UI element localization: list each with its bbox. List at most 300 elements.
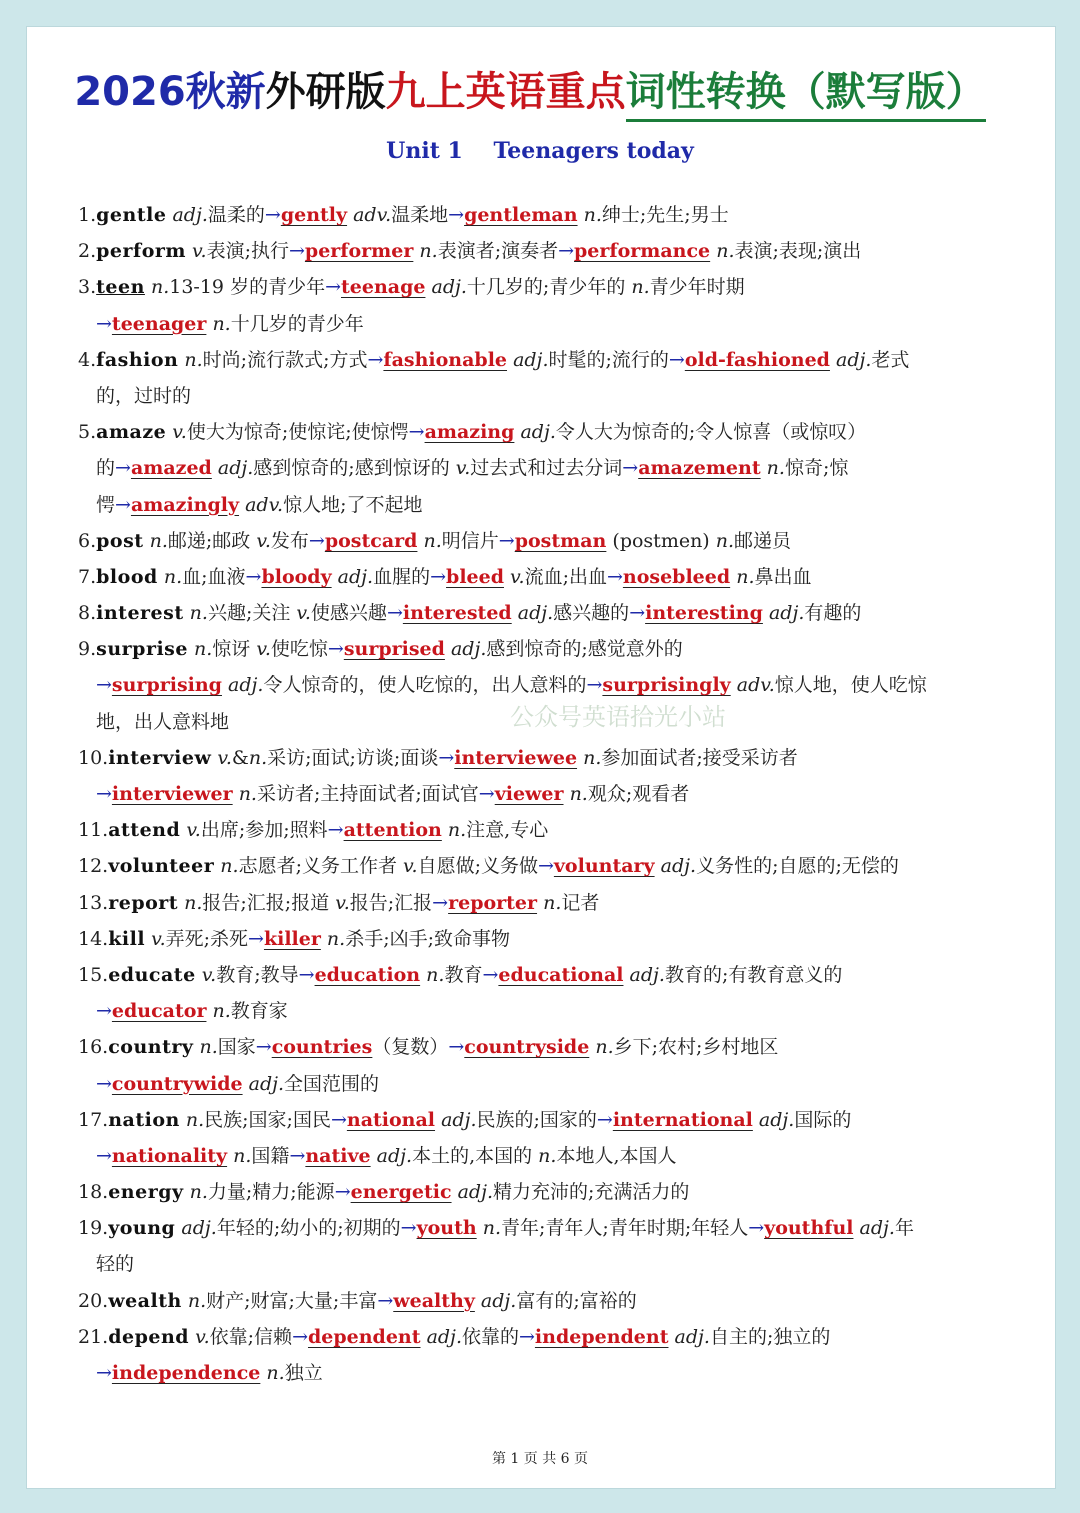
definition-text: 温柔地 xyxy=(391,204,449,226)
definition-text: 国家 xyxy=(217,1036,256,1059)
definition-text: 地，出人意料地 xyxy=(96,710,230,733)
entry-number: 15. xyxy=(78,963,109,986)
headword: energy xyxy=(108,1181,184,1204)
part-of-speech: n. xyxy=(185,1108,205,1131)
definition-text: 邮递;邮政 xyxy=(167,529,257,552)
definition-text: 十几岁的;青少年的 xyxy=(466,276,632,299)
arrow-icon: → xyxy=(289,1144,306,1167)
definition-text: 国籍 xyxy=(251,1144,290,1167)
part-of-speech: n. xyxy=(248,746,268,769)
arrow-icon: → xyxy=(386,602,403,625)
arrow-icon: → xyxy=(327,819,344,842)
part-of-speech: n. xyxy=(212,1000,231,1023)
answer-word: performer xyxy=(304,240,414,263)
part-of-speech: adj. xyxy=(457,1181,494,1204)
entry-number: 6. xyxy=(78,529,97,552)
headword: interest xyxy=(96,602,184,625)
definition-text: 表演;执行 xyxy=(206,240,289,263)
part-of-speech: v. xyxy=(195,1325,210,1348)
entry-number: 21. xyxy=(78,1325,109,1348)
arrow-icon: → xyxy=(482,963,499,986)
answer-word: interested xyxy=(402,602,512,625)
arrow-icon: → xyxy=(432,891,449,914)
part-of-speech: v. xyxy=(256,529,271,552)
headword: report xyxy=(108,891,179,914)
definition-text: 观众;观看者 xyxy=(587,783,690,805)
definition-text: 十几岁的青少年 xyxy=(230,312,364,335)
definition-text: 民族;国家;国民 xyxy=(204,1108,331,1131)
definition-text: 发布 xyxy=(270,529,309,552)
entry-number: 17. xyxy=(78,1108,109,1131)
arrow-icon: → xyxy=(248,927,264,950)
definition-text: 本地人,本国人 xyxy=(556,1144,677,1167)
vocab-entry-line xyxy=(78,1210,1038,1246)
page-footer: 第 1 页 共 6 页 xyxy=(491,1451,589,1467)
definition-text: & xyxy=(231,746,249,769)
entry-number: 2. xyxy=(78,240,97,263)
answer-word: wealthy xyxy=(393,1289,475,1312)
part-of-speech: n. xyxy=(569,783,588,805)
answer-word: native xyxy=(305,1144,371,1167)
arrow-icon: → xyxy=(327,638,344,661)
arrow-icon: → xyxy=(264,204,281,226)
unit-heading: Unit 1 Teenagers today xyxy=(386,138,694,164)
answer-word: amazed xyxy=(130,457,212,480)
answer-word: amazingly xyxy=(130,493,240,516)
part-of-speech: adj. xyxy=(228,674,264,697)
part-of-speech: v. xyxy=(296,602,311,625)
headword: surprise xyxy=(96,638,188,661)
answer-word: voluntary xyxy=(553,855,655,878)
headword: attend xyxy=(108,819,181,842)
definition-text: 独立 xyxy=(284,1362,323,1384)
entry-number: 5. xyxy=(78,421,97,444)
definition-text: 记者 xyxy=(561,891,600,914)
answer-word: killer xyxy=(263,927,321,950)
headword: depend xyxy=(108,1325,190,1348)
definition-text: 有趣的 xyxy=(804,602,862,625)
definition-text: 惊奇;惊 xyxy=(784,457,849,480)
definition-text: 惊人地;了不起地 xyxy=(283,493,423,516)
part-of-speech: n. xyxy=(631,276,650,299)
arrow-icon: → xyxy=(334,1181,351,1204)
definition-text: 邮递员 xyxy=(734,529,792,552)
answer-word: countries xyxy=(271,1036,373,1059)
entry-continuation-line xyxy=(78,378,1038,414)
answer-word: attention xyxy=(343,819,442,842)
title-part-topic: 词性转换（默写版） xyxy=(626,60,986,122)
headword: young xyxy=(108,1217,176,1240)
definition-text: 教育;教导 xyxy=(216,963,299,986)
answer-word: bleed xyxy=(446,565,504,588)
entry-number: 14. xyxy=(78,927,109,950)
part-of-speech: n. xyxy=(326,927,346,950)
part-of-speech: n. xyxy=(233,1144,252,1167)
vocab-entry-line xyxy=(78,1029,1038,1065)
part-of-speech: n. xyxy=(715,529,735,552)
definition-text: 报告;汇报;报道 xyxy=(202,891,336,914)
part-of-speech: n. xyxy=(583,204,602,226)
arrow-icon: → xyxy=(325,276,341,299)
arrow-icon: → xyxy=(606,565,623,588)
part-of-speech: v. xyxy=(403,855,418,878)
answer-word: countrywide xyxy=(111,1072,243,1095)
entry-number: 8. xyxy=(78,602,97,625)
definition-text: 的，过时的 xyxy=(96,384,192,407)
part-of-speech: n. xyxy=(766,457,785,480)
part-of-speech: v. xyxy=(186,819,201,842)
arrow-icon: → xyxy=(537,855,554,878)
answer-word: postman xyxy=(514,529,607,552)
arrow-icon: → xyxy=(478,783,495,805)
arrow-icon: → xyxy=(255,1036,272,1059)
definition-text: 轻的 xyxy=(96,1253,135,1276)
part-of-speech: adj. xyxy=(217,457,254,480)
headword: perform xyxy=(96,240,186,263)
entry-number: 4. xyxy=(78,348,97,371)
answer-word: educational xyxy=(498,963,624,986)
answer-word: fashionable xyxy=(383,348,508,371)
arrow-icon: → xyxy=(96,1000,112,1023)
definition-text: 年轻的;幼小的;初期的 xyxy=(216,1217,401,1240)
definition-text: （复数） xyxy=(372,1036,449,1059)
headword: kill xyxy=(108,927,146,950)
part-of-speech: n. xyxy=(187,1289,207,1312)
part-of-speech: n. xyxy=(189,602,208,625)
arrow-icon: → xyxy=(586,674,603,697)
definition-text: 温柔的 xyxy=(207,204,265,226)
part-of-speech: adj. xyxy=(768,602,805,625)
arrow-icon: → xyxy=(498,529,515,552)
definition-text: 表演;表现;演出 xyxy=(734,240,862,263)
arrow-icon: → xyxy=(96,1362,112,1384)
watermark: 公众号英语拾光小站 xyxy=(510,703,726,731)
arrow-icon: → xyxy=(448,1036,465,1059)
title-part-publisher: 外研版 xyxy=(265,69,386,115)
answer-word: teenage xyxy=(341,276,426,299)
definition-text: 民族的;国家的 xyxy=(476,1108,597,1131)
definition-text: 年 xyxy=(894,1217,914,1240)
definition-text: 力量;精力;能源 xyxy=(207,1181,335,1204)
part-of-speech: adj. xyxy=(172,204,208,226)
entry-continuation-line xyxy=(78,487,1038,523)
vocab-entry-line xyxy=(78,885,1038,921)
part-of-speech: adv. xyxy=(736,674,775,697)
definition-text: 富有的;富裕的 xyxy=(516,1289,637,1312)
definition-text: 青年;青年人;青年时期;年轻人 xyxy=(501,1217,749,1240)
definition-text: 明信片 xyxy=(441,529,499,552)
part-of-speech: adj. xyxy=(836,348,872,371)
answer-word: old-fashioned xyxy=(684,348,830,371)
arrow-icon: → xyxy=(96,1144,112,1167)
entry-continuation-line xyxy=(78,450,1038,486)
definition-text: 老式 xyxy=(871,348,910,371)
part-of-speech: n. xyxy=(163,565,183,588)
definition-text: 义务性的;自愿的;无偿的 xyxy=(696,855,899,878)
definition-text: 依靠;信赖 xyxy=(209,1325,293,1348)
vocab-entry-line xyxy=(78,740,1038,776)
vocabulary-list xyxy=(78,197,1038,1391)
entry-continuation-line xyxy=(78,1066,1038,1102)
part-of-speech: n. xyxy=(189,1181,208,1204)
definition-text: (postmen) xyxy=(606,529,716,552)
title-part-year: 2026秋新 xyxy=(74,69,266,115)
part-of-speech: n. xyxy=(419,240,438,263)
headword: amaze xyxy=(96,421,167,444)
part-of-speech: adj. xyxy=(674,1325,710,1348)
part-of-speech: adv. xyxy=(245,493,284,516)
vocab-entry-line xyxy=(78,957,1038,993)
definition-text: 教育家 xyxy=(230,1000,288,1023)
part-of-speech: n. xyxy=(149,529,168,552)
arrow-icon: → xyxy=(96,783,112,805)
answer-word: amazement xyxy=(638,457,761,480)
definition-text: 注意,专心 xyxy=(466,819,549,842)
answer-word: surprisingly xyxy=(602,674,731,697)
definition-text: 13-19 岁的青少年 xyxy=(169,276,326,299)
arrow-icon: → xyxy=(367,348,384,371)
part-of-speech: adv. xyxy=(353,204,392,226)
definition-text: 采访;面试;访谈;面谈 xyxy=(267,746,439,769)
vocab-entry-line xyxy=(78,523,1038,559)
vocab-entry-line xyxy=(78,812,1038,848)
definition-text: 青少年时期 xyxy=(649,276,745,299)
entry-number: 13. xyxy=(78,891,109,914)
part-of-speech: adj. xyxy=(758,1108,795,1131)
definition-text: 志愿者;义务工作者 xyxy=(238,855,404,878)
entry-number: 18. xyxy=(78,1181,109,1204)
definition-text: 流血;出血 xyxy=(524,565,607,588)
arrow-icon: → xyxy=(330,1108,347,1131)
part-of-speech: adj. xyxy=(441,1108,477,1131)
definition-text: 精力充沛的;充满活力的 xyxy=(493,1181,690,1204)
entry-continuation-line xyxy=(78,1138,1038,1174)
definition-text: 时髦的;流行的 xyxy=(548,348,669,371)
entry-number: 19. xyxy=(78,1217,109,1240)
headword: educate xyxy=(108,963,196,986)
headword: interview xyxy=(108,746,212,769)
part-of-speech: adj. xyxy=(450,638,487,661)
answer-word: energetic xyxy=(350,1181,452,1204)
part-of-speech: adj. xyxy=(480,1289,517,1312)
definition-text: 血腥的 xyxy=(373,565,431,588)
part-of-speech: n. xyxy=(426,963,445,986)
part-of-speech: v. xyxy=(455,457,471,480)
headword: teen xyxy=(96,276,145,299)
arrow-icon: → xyxy=(438,746,455,769)
headword: country xyxy=(108,1036,194,1059)
arrow-icon: → xyxy=(245,565,262,588)
arrow-icon: → xyxy=(96,312,112,335)
part-of-speech: adj. xyxy=(248,1072,285,1095)
title-part-subject: 九上英语重点 xyxy=(385,69,626,115)
definition-text: 财产;财富;大量;丰富 xyxy=(206,1289,378,1312)
arrow-icon: → xyxy=(430,565,447,588)
arrow-icon: → xyxy=(377,1289,394,1312)
part-of-speech: adj. xyxy=(629,963,665,986)
vocab-entry-line xyxy=(78,1102,1038,1138)
definition-text: 使感兴趣 xyxy=(310,602,387,625)
arrow-icon: → xyxy=(292,1325,308,1348)
arrow-icon: → xyxy=(298,963,315,986)
answer-word: youth xyxy=(416,1217,477,1240)
answer-word: independence xyxy=(111,1362,261,1384)
part-of-speech: v. xyxy=(192,240,207,263)
definition-text: 兴趣;关注 xyxy=(207,602,297,625)
part-of-speech: n. xyxy=(736,565,755,588)
part-of-speech: n. xyxy=(199,1036,218,1059)
headword: gentle xyxy=(96,204,167,226)
entry-number: 16. xyxy=(78,1036,109,1059)
definition-text: 绅士;先生;男士 xyxy=(601,204,729,226)
entry-number: 1. xyxy=(78,204,97,226)
entry-continuation-line xyxy=(78,776,1038,812)
headword: volunteer xyxy=(108,855,215,878)
definition-text: 国际的 xyxy=(794,1108,852,1131)
vocab-entry-line xyxy=(78,414,1038,450)
definition-text: 血;血液 xyxy=(182,565,246,588)
answer-word: national xyxy=(346,1108,436,1131)
part-of-speech: n. xyxy=(482,1217,502,1240)
vocab-entry-line xyxy=(78,559,1038,595)
vocab-entry-line xyxy=(78,1319,1038,1355)
definition-text: 愕 xyxy=(96,493,116,516)
arrow-icon: → xyxy=(308,529,325,552)
answer-word: reporter xyxy=(448,891,538,914)
entry-continuation-line xyxy=(78,306,1038,342)
part-of-speech: n. xyxy=(538,1144,557,1167)
definition-text: 出席;参加;照料 xyxy=(200,819,328,842)
definition-text: 杀手;凶手;致命事物 xyxy=(345,927,511,950)
answer-word: nationality xyxy=(111,1144,228,1167)
part-of-speech: adj. xyxy=(517,602,554,625)
arrow-icon: → xyxy=(519,1325,535,1348)
part-of-speech: n. xyxy=(220,855,239,878)
entry-number: 10. xyxy=(78,746,109,769)
part-of-speech: n. xyxy=(543,891,562,914)
definition-text: 令人大为惊奇的;令人惊喜（或惊叹） xyxy=(555,421,867,444)
answer-word: nosebleed xyxy=(622,565,731,588)
vocab-entry-line xyxy=(78,1174,1038,1210)
part-of-speech: v. xyxy=(510,565,525,588)
arrow-icon: → xyxy=(668,348,685,371)
vocab-entry-line xyxy=(78,233,1038,269)
definition-text: 惊人地，使人吃惊 xyxy=(774,674,927,697)
part-of-speech: v. xyxy=(172,421,187,444)
definition-text: 令人惊奇的，使人吃惊的，出人意料的 xyxy=(263,674,587,697)
definition-text: 教育 xyxy=(444,963,483,986)
answer-word: gentleman xyxy=(464,204,578,226)
vocab-entry-line xyxy=(78,269,1038,305)
part-of-speech: adj. xyxy=(513,348,549,371)
answer-word: countryside xyxy=(464,1036,590,1059)
definition-text: 参加面试者;接受采访者 xyxy=(601,746,798,769)
entry-number: 3. xyxy=(78,276,97,299)
answer-word: amazing xyxy=(424,421,515,444)
part-of-speech: n. xyxy=(150,276,170,299)
entry-continuation-line xyxy=(78,1355,1038,1391)
definition-text: 的 xyxy=(96,457,116,480)
headword: post xyxy=(96,529,144,552)
arrow-icon: → xyxy=(115,493,131,516)
part-of-speech: n. xyxy=(184,891,203,914)
part-of-speech: adj. xyxy=(859,1217,895,1240)
vocab-entry-line xyxy=(78,921,1038,957)
arrow-icon: → xyxy=(96,674,112,697)
part-of-speech: v. xyxy=(335,891,350,914)
part-of-speech: adj. xyxy=(660,855,697,878)
part-of-speech: v. xyxy=(201,963,217,986)
part-of-speech: v. xyxy=(217,746,232,769)
definition-text: 感兴趣的 xyxy=(553,602,630,625)
vocab-entry-line xyxy=(78,1283,1038,1319)
answer-word: bloody xyxy=(261,565,332,588)
definition-text: 依靠的 xyxy=(461,1325,519,1348)
entry-continuation-line xyxy=(78,993,1038,1029)
entry-number: 9. xyxy=(78,638,97,661)
answer-word: interviewer xyxy=(111,783,233,805)
answer-word: surprising xyxy=(111,674,222,697)
definition-text: 使大为惊奇;使惊诧;使惊愕 xyxy=(186,421,409,444)
arrow-icon: → xyxy=(288,240,305,263)
part-of-speech: adj. xyxy=(426,1325,462,1348)
headword: blood xyxy=(96,565,158,588)
definition-text: 感到惊奇的;感觉意外的 xyxy=(486,638,683,661)
definition-text: 时尚;流行款式;方式 xyxy=(202,348,368,371)
vocab-entry-line xyxy=(78,848,1038,884)
part-of-speech: n. xyxy=(595,1036,614,1059)
answer-word: educator xyxy=(111,1000,207,1023)
arrow-icon: → xyxy=(596,1108,613,1131)
answer-word: youthful xyxy=(764,1217,854,1240)
arrow-icon: → xyxy=(115,457,131,480)
answer-word: surprised xyxy=(343,638,445,661)
entry-number: 20. xyxy=(78,1289,109,1312)
answer-word: international xyxy=(612,1108,753,1131)
part-of-speech: n. xyxy=(238,783,257,805)
arrow-icon: → xyxy=(622,457,639,480)
part-of-speech: n. xyxy=(194,638,213,661)
answer-word: performance xyxy=(574,240,711,263)
arrow-icon: → xyxy=(400,1217,417,1240)
definition-text: 过去式和过去分词 xyxy=(470,457,623,480)
definition-text: 惊讶 xyxy=(212,638,257,661)
definition-text: 使吃惊 xyxy=(270,638,328,661)
part-of-speech: v. xyxy=(256,638,271,661)
arrow-icon: → xyxy=(558,240,575,263)
part-of-speech: n. xyxy=(423,529,442,552)
part-of-speech: n. xyxy=(184,348,203,371)
headword: fashion xyxy=(96,348,179,371)
arrow-icon: → xyxy=(748,1217,765,1240)
part-of-speech: v. xyxy=(151,927,166,950)
vocab-entry-line xyxy=(78,342,1038,378)
definition-text: 乡下;农村;乡村地区 xyxy=(613,1036,779,1059)
answer-word: independent xyxy=(534,1325,669,1348)
headword: wealth xyxy=(108,1289,182,1312)
answer-word: interesting xyxy=(645,602,763,625)
part-of-speech: n. xyxy=(266,1362,285,1384)
vocab-entry-line xyxy=(78,595,1038,631)
definition-text: 教育的;有教育意义的 xyxy=(664,963,843,986)
vocab-entry-line xyxy=(78,197,1038,233)
definition-text: 弄死;杀死 xyxy=(165,927,249,950)
headword: nation xyxy=(108,1108,180,1131)
entry-continuation-line xyxy=(78,1246,1038,1282)
definition-text: 本土的,本国的 xyxy=(412,1144,539,1167)
arrow-icon: → xyxy=(448,204,465,226)
part-of-speech: adj. xyxy=(431,276,467,299)
